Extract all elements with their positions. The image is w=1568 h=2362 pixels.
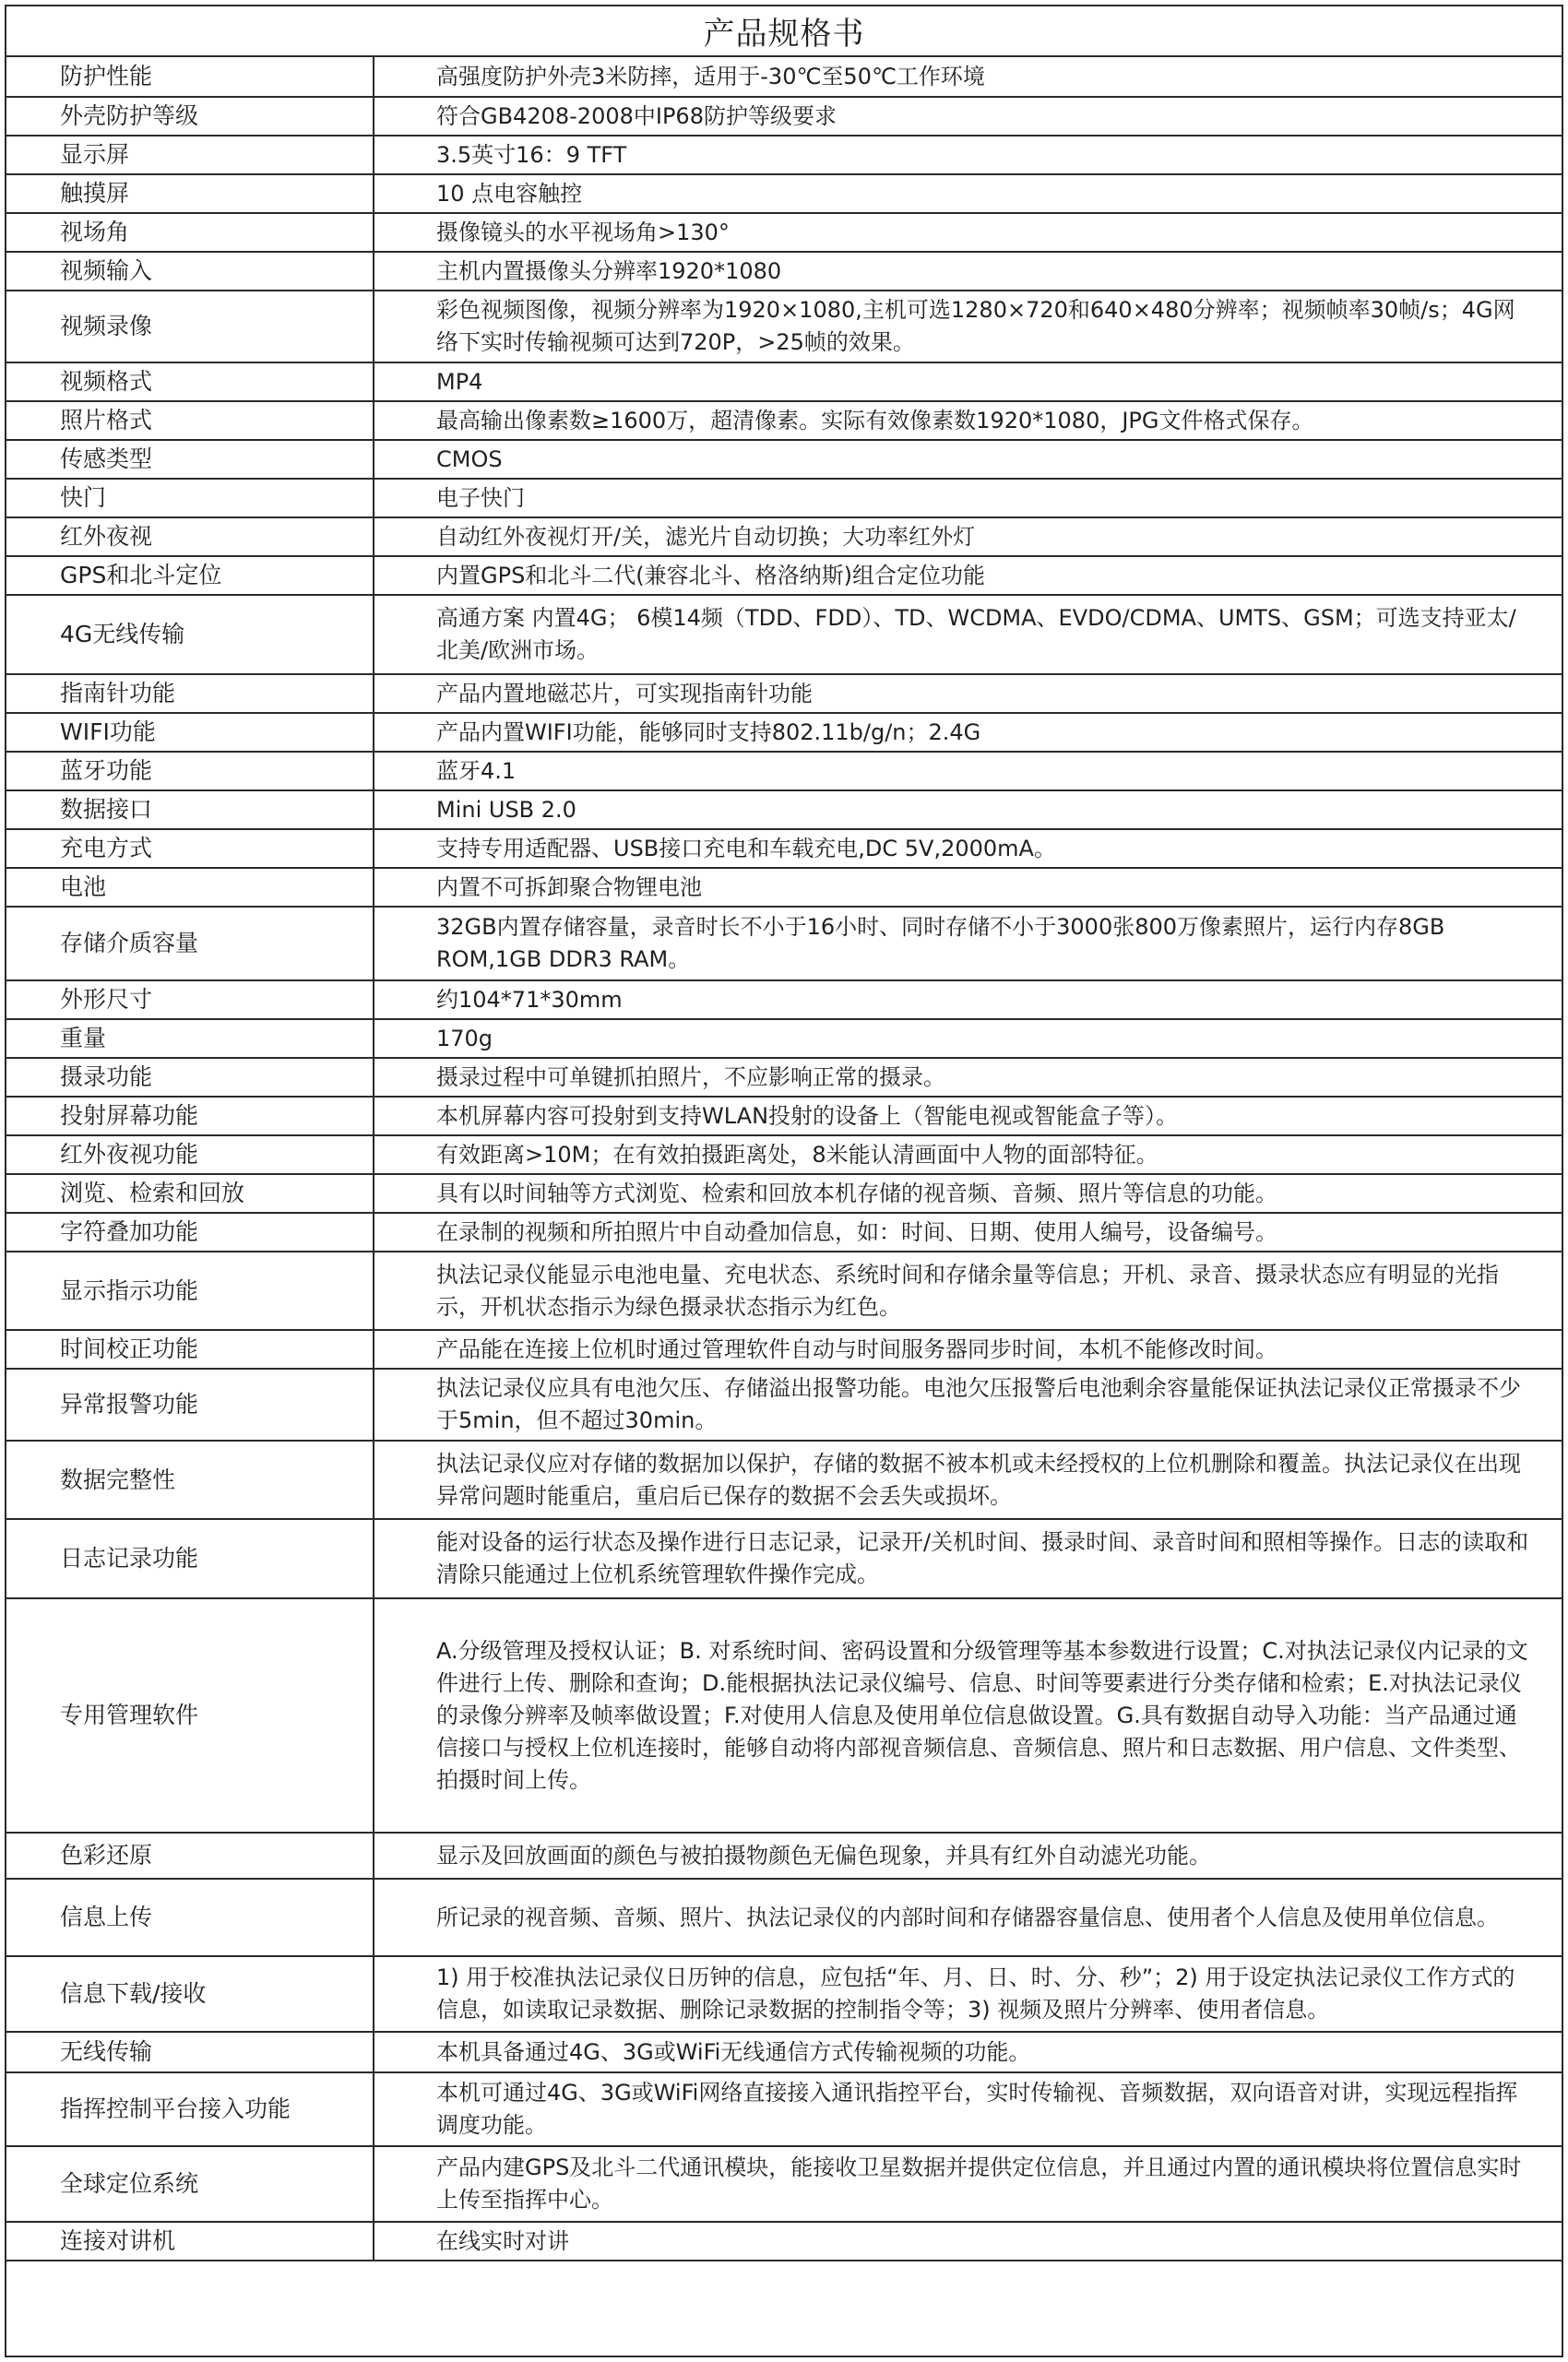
spec-label: 指挥控制平台接入功能	[6, 2073, 374, 2145]
spec-value: 本机可通过4G、3G或WiFi网络直接接入通讯指控平台，实时传输视、音频数据，双向语音对讲，实现远程指挥调度功能。	[436, 2080, 1518, 2138]
table-row	[6, 675, 1562, 714]
table-row	[6, 98, 1562, 136]
spec-label: 数据接口	[6, 791, 374, 828]
table-row	[6, 175, 1562, 214]
spec-value: A.分级管理及授权认证；B. 对系统时间、密码设置和分级管理等基本参数进行设置；C.对执法记录仪内记录的文件进行上传、删除和查询；D.能根据执法记录仪编号、信息、时间等要素进行分类存储和检索；E.对执法记录仪的录像分辨率及帧率做设置；F.对使用人信息及使用单位信息做设置。G.具有数据自动导入功能：当产品通过通信接口与授权上位机连接时，能够自动将内部视音频信息、音频信息、照片和日志数据、用户信息、文件类型、拍摄时间上传。	[436, 1637, 1528, 1793]
spec-value: 高通方案 内置4G； 6模14频（TDD、FDD）、TD、WCDMA、EVDO/CDMA、UMTS、GSM；可选支持亚太/北美/欧洲市场。	[436, 605, 1516, 663]
spec-label: 连接对讲机	[6, 2223, 374, 2260]
spec-label: 时间校正功能	[6, 1331, 374, 1368]
spec-value: CMOS	[436, 445, 503, 472]
spec-label: 浏览、检索和回放	[6, 1175, 374, 1212]
spec-label: 传感类型	[6, 441, 374, 478]
spec-value: 3.5英寸16：9 TFT	[436, 141, 627, 168]
spec-value: 本机屏幕内容可投射到支持WLAN投射的设备上（智能电视或智能盒子等）。	[436, 1102, 1179, 1129]
spec-value: 本机具备通过4G、3G或WiFi无线通信方式传输视频的功能。	[436, 2038, 1031, 2065]
spec-label: 红外夜视功能	[6, 1136, 374, 1173]
spec-value: Mini USB 2.0	[436, 796, 576, 823]
table-row	[6, 2147, 1562, 2223]
table-row	[6, 1020, 1562, 1059]
table-row	[6, 1059, 1562, 1098]
spec-label: 指南针功能	[6, 675, 374, 712]
spec-value: 彩色视频图像，视频分辨率为1920×1080,主机可选1280×720和640×480分辨率；视频帧率30帧/s；4G网络下实时传输视频可达到720P，>25帧的效果。	[436, 297, 1515, 355]
table-row	[6, 869, 1562, 908]
spec-value: 有效距离>10M；在有效拍摄距离处，8米能认清画面中人物的面部特征。	[436, 1141, 1158, 1168]
spec-value: 显示及回放画面的颜色与被拍摄物颜色无偏色现象，并具有红外自动滤光功能。	[436, 1842, 1211, 1869]
spec-label: 显示屏	[6, 136, 374, 173]
spec-value: 产品能在连接上位机时通过管理软件自动与时间服务器同步时间，本机不能修改时间。	[436, 1335, 1277, 1362]
table-row	[6, 981, 1562, 1020]
spec-value: 所记录的视音频、音频、照片、执法记录仪的内部时间和存储器容量信息、使用者个人信息及使用单位信息。	[436, 1904, 1499, 1930]
table-row	[6, 557, 1562, 596]
spec-label: 视频输入	[6, 253, 374, 290]
spec-value: 产品内置地磁芯片，可实现指南针功能	[436, 680, 813, 706]
spec-label: 触摸屏	[6, 175, 374, 212]
table-row	[6, 1331, 1562, 1370]
table-row	[6, 291, 1562, 363]
table-row	[6, 1442, 1562, 1520]
table-bottom-space	[6, 2261, 1562, 2356]
spec-label: 红外夜视	[6, 518, 374, 555]
table-row	[6, 1834, 1562, 1880]
spec-value: 32GB内置存储容量，录音时长不小于16小时、同时存储不小于3000张800万像素照片，运行内存8GB ROM,1GB DDR3 RAM。	[436, 914, 1445, 972]
spec-value: 高强度防护外壳3米防摔，适用于-30℃至50℃工作环境	[436, 63, 985, 89]
spec-label: 视场角	[6, 214, 374, 251]
spec-value: 产品内置WIFI功能，能够同时支持802.11b/g/n；2.4G	[436, 718, 981, 745]
table-row	[6, 1957, 1562, 2033]
table-row	[6, 1370, 1562, 1442]
spec-rows	[6, 57, 1562, 2356]
spec-label: 信息上传	[6, 1880, 374, 1955]
spec-label: 电池	[6, 869, 374, 906]
table-row	[6, 1136, 1562, 1175]
spec-label: 显示指示功能	[6, 1252, 374, 1329]
spec-label: 视频录像	[6, 291, 374, 362]
spec-label: 存储介质容量	[6, 908, 374, 979]
table-row	[6, 2223, 1562, 2261]
spec-value: 符合GB4208-2008中IP68防护等级要求	[436, 102, 837, 129]
spec-label: 色彩还原	[6, 1834, 374, 1878]
table-row	[6, 908, 1562, 981]
spec-value: 170g	[436, 1025, 493, 1051]
spec-label: 异常报警功能	[6, 1370, 374, 1440]
spec-label: 专用管理软件	[6, 1599, 374, 1832]
table-row	[6, 596, 1562, 675]
table-row	[6, 714, 1562, 753]
table-row	[6, 480, 1562, 518]
table-row	[6, 253, 1562, 291]
spec-value: 产品内建GPS及北斗二代通讯模块，能接收卫星数据并提供定位信息，并且通过内置的通讯模块将位置信息实时上传至指挥中心。	[436, 2154, 1522, 2213]
spec-label: 快门	[6, 480, 374, 516]
table-row	[6, 136, 1562, 175]
spec-label: 蓝牙功能	[6, 753, 374, 789]
table-row	[6, 1252, 1562, 1331]
spec-label: 日志记录功能	[6, 1520, 374, 1597]
table-row	[6, 1098, 1562, 1136]
spec-value: 执法记录仪应具有电池欠压、存储溢出报警功能。电池欠压报警后电池剩余容量能保证执法记录仪正常摄录不少于5min，但不超过30min。	[436, 1375, 1521, 1433]
spec-value: 摄像镜头的水平视场角>130°	[436, 219, 730, 245]
spec-value: 具有以时间轴等方式浏览、检索和回放本机存储的视音频、音频、照片等信息的功能。	[436, 1180, 1277, 1206]
spec-value: 支持专用适配器、USB接口充电和车载充电,DC 5V,2000mA。	[436, 835, 1056, 861]
spec-label: WIFI功能	[6, 714, 374, 751]
spec-label: 充电方式	[6, 830, 374, 867]
spec-label: 4G无线传输	[6, 596, 374, 673]
spec-value: 执法记录仪应对存储的数据加以保护，存储的数据不被本机或未经授权的上位机删除和覆盖。执法记录仪在出现异常问题时能重启，重启后已保存的数据不会丢失或损坏。	[436, 1450, 1521, 1509]
table-row	[6, 441, 1562, 480]
spec-value: 内置不可拆卸聚合物锂电池	[436, 873, 702, 900]
spec-value: 最高输出像素数≥1600万，超清像素。实际有效像素数1920*1080，JPG文件格式保存。	[436, 407, 1314, 433]
spec-label: 外壳防护等级	[6, 98, 374, 135]
spec-value: 10 点电容触控	[436, 180, 583, 207]
spec-value: 在线实时对讲	[436, 2227, 569, 2254]
spec-value: 主机内置摄像头分辨率1920*1080	[436, 257, 782, 284]
spec-value: 蓝牙4.1	[436, 757, 517, 784]
spec-label: 数据完整性	[6, 1442, 374, 1518]
spec-value: 自动红外夜视灯开/关，滤光片自动切换；大功率红外灯	[436, 523, 976, 550]
table-row	[6, 1214, 1562, 1252]
table-row	[6, 402, 1562, 441]
spec-label: 全球定位系统	[6, 2147, 374, 2221]
table-row	[6, 830, 1562, 869]
spec-value: 在录制的视频和所拍照片中自动叠加信息，如：时间、日期、使用人编号，设备编号。	[436, 1218, 1277, 1245]
spec-value: 电子快门	[436, 484, 525, 511]
spec-value: 1) 用于校准执法记录仪日历钟的信息，应包括“年、月、日、时、分、秒”；2) 用于设定执法记录仪工作方式的信息，如读取记录数据、删除记录数据的控制指令等；3) 视频及照片分辨率、使用者信息。	[436, 1964, 1515, 2023]
spec-value: 约104*71*30mm	[436, 986, 623, 1013]
page-title: 产品规格书	[6, 6, 1562, 57]
table-row	[6, 753, 1562, 791]
table-row	[6, 1520, 1562, 1599]
table-row	[6, 2073, 1562, 2147]
spec-label: 投射屏幕功能	[6, 1098, 374, 1134]
spec-value: 能对设备的运行状态及操作进行日志记录，记录开/关机时间、摄录时间、录音时间和照相等操作。日志的读取和清除只能通过上位机系统管理软件操作完成。	[436, 1529, 1529, 1587]
table-row	[6, 791, 1562, 830]
spec-label: 字符叠加功能	[6, 1214, 374, 1251]
spec-table	[5, 5, 1563, 2357]
table-row	[6, 1599, 1562, 1834]
table-row	[6, 1175, 1562, 1214]
spec-value: 执法记录仪能显示电池电量、充电状态、系统时间和存储余量等信息；开机、录音、摄录状态应有明显的光指示，开机状态指示为绿色摄录状态指示为红色。	[436, 1261, 1499, 1320]
table-row	[6, 57, 1562, 98]
spec-label: 防护性能	[6, 57, 374, 96]
table-row	[6, 214, 1562, 253]
table-row	[6, 1880, 1562, 1957]
spec-label: 视频格式	[6, 363, 374, 400]
spec-label: 照片格式	[6, 402, 374, 439]
table-row	[6, 2033, 1562, 2073]
table-row	[6, 518, 1562, 557]
spec-value: 摄录过程中可单键抓拍照片，不应影响正常的摄录。	[436, 1063, 945, 1090]
spec-label: 信息下载/接收	[6, 1957, 374, 2031]
spec-label: 无线传输	[6, 2033, 374, 2071]
table-row	[6, 363, 1562, 402]
spec-value: 内置GPS和北斗二代(兼容北斗、格洛纳斯)组合定位功能	[436, 562, 986, 588]
spec-label: GPS和北斗定位	[6, 557, 374, 594]
spec-label: 重量	[6, 1020, 374, 1057]
spec-label: 外形尺寸	[6, 981, 374, 1018]
spec-value: MP4	[436, 368, 483, 395]
spec-label: 摄录功能	[6, 1059, 374, 1096]
